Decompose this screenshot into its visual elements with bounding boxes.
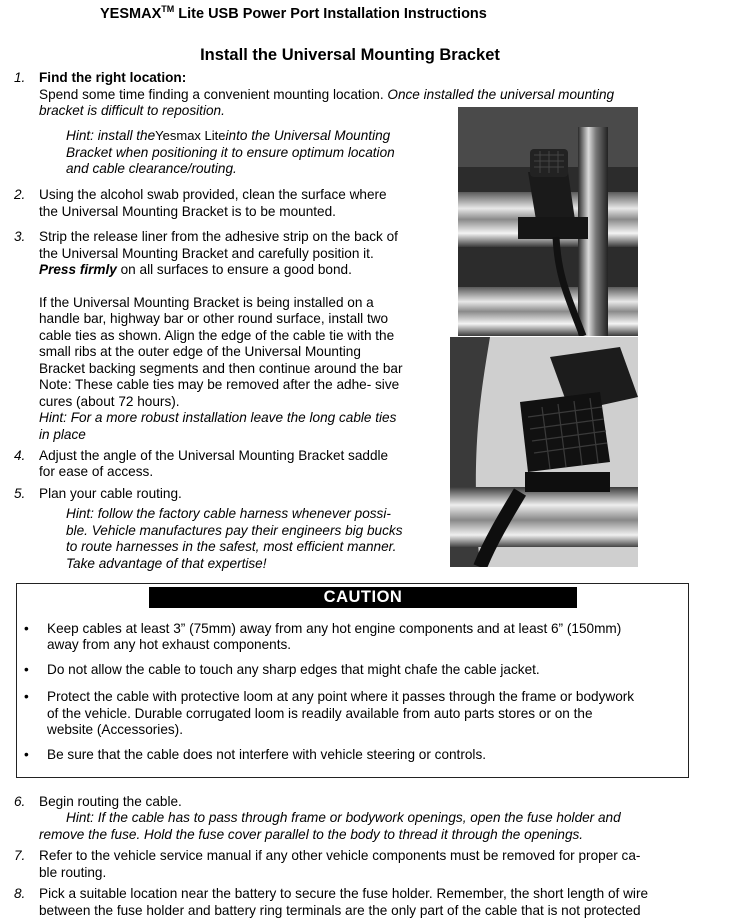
step-text: small ribs at the outer edge of the Universal Mounting — [39, 344, 361, 359]
step-heading: Find the right location: — [39, 70, 187, 85]
step-1-hint: Hint: install theYesmax Liteinto the Universal Mounting Bracket when positioning it to ensure optimum location and cable clearance/routing. — [66, 128, 395, 176]
photo-bracket-mounted-on-bar — [458, 107, 638, 336]
caution-text: Do not allow the cable to touch any sharp edges that might chafe the cable jacket. — [47, 662, 540, 677]
bullet: • — [24, 662, 29, 677]
step-hint: Hint: For a more robust installation leave the long cable ties — [39, 410, 397, 425]
step-text: Spend some time finding a convenient mounting location. Once installed the universal mounting — [39, 87, 615, 102]
step-text: cable ties as shown. Align the edge of the cable tie with the — [39, 328, 395, 343]
step-text: ble routing. — [39, 865, 107, 880]
bullet: • — [24, 747, 29, 762]
step-text: bracket is difficult to reposition. — [39, 103, 225, 118]
caution-text: Protect the cable with protective loom at any point where it passes through the frame or bodywork — [47, 689, 635, 704]
step-6-hint: remove the fuse. Hold the fuse cover parallel to the body to thread it through the openings. — [39, 827, 584, 842]
step-text: Refer to the vehicle service manual if any other vehicle components must be removed for proper ca- — [39, 848, 641, 863]
bullet: • — [24, 621, 29, 636]
caution-text: of the vehicle. Durable corrugated loom is readily available from auto parts stores or on the — [47, 706, 593, 721]
step-number: 4. — [14, 448, 26, 463]
step-text: the Universal Mounting Bracket and carefully position it. — [39, 246, 374, 261]
trademark-symbol: TM — [161, 4, 175, 14]
step-text: between the fuse holder and battery ring terminals are the only part of the cable that is not protected — [39, 903, 641, 918]
step-text: handle bar, highway bar or other round surface, install two — [39, 311, 389, 326]
document-title — [100, 4, 487, 22]
bullet: • — [24, 689, 29, 704]
step-6-hint: Hint: If the cable has to pass through frame or bodywork openings, open the fuse holder and — [66, 810, 621, 825]
caution-text: Keep cables at least 3” (75mm) away from any hot engine components and at least 6” (150mm) — [47, 621, 622, 636]
photo-bracket-closeup — [450, 337, 638, 567]
step-text: Press firmly on all surfaces to ensure a good bond. — [39, 262, 352, 277]
step-number: 2. — [14, 187, 26, 202]
step-text: Pick a suitable location near the battery to secure the fuse holder. Remember, the short length of wire — [39, 886, 649, 901]
brand-name: YESMAX — [100, 5, 162, 22]
step-text: Adjust the angle of the Universal Mounting Bracket saddle — [39, 448, 389, 463]
step-5-hint: Hint: follow the factory cable harness whenever possi- ble. Vehicle manufactures pay their engineers big bucks to route harnesses in the safest, most efficient manner. Take advantage of that expertise! — [66, 506, 403, 571]
caution-text: away from any hot exhaust components. — [47, 637, 292, 652]
step-text: If the Universal Mounting Bracket is being installed on a — [39, 295, 374, 310]
step-text: for ease of access. — [39, 464, 154, 479]
caution-title: CAUTION — [149, 587, 577, 608]
step-text: Strip the release liner from the adhesive strip on the back of — [39, 229, 398, 244]
step-hint: in place — [39, 427, 86, 442]
step-text: Using the alcohol swab provided, clean the surface where — [39, 187, 387, 202]
step-number: 5. — [14, 486, 26, 501]
section-title: Install the Universal Mounting Bracket — [200, 46, 500, 64]
step-text: Plan your cable routing. — [39, 486, 182, 501]
step-number: 1. — [14, 70, 26, 85]
caution-text: website (Accessories). — [47, 722, 183, 737]
step-text: cures (about 72 hours). — [39, 394, 180, 409]
step-text: Begin routing the cable. — [39, 794, 182, 809]
step-text: the Universal Mounting Bracket is to be mounted. — [39, 204, 336, 219]
step-text: Bracket backing segments and then continue around the bar — [39, 361, 403, 376]
document-title-text: Lite USB Power Port Installation Instructions — [174, 5, 487, 22]
caution-text: Be sure that the cable does not interfere with vehicle steering or controls. — [47, 747, 487, 762]
step-number: 3. — [14, 229, 26, 244]
step-number: 8. — [14, 886, 26, 901]
step-number: 7. — [14, 848, 26, 863]
step-text: Note: These cable ties may be removed after the adhe- sive — [39, 377, 400, 392]
step-number: 6. — [14, 794, 26, 809]
